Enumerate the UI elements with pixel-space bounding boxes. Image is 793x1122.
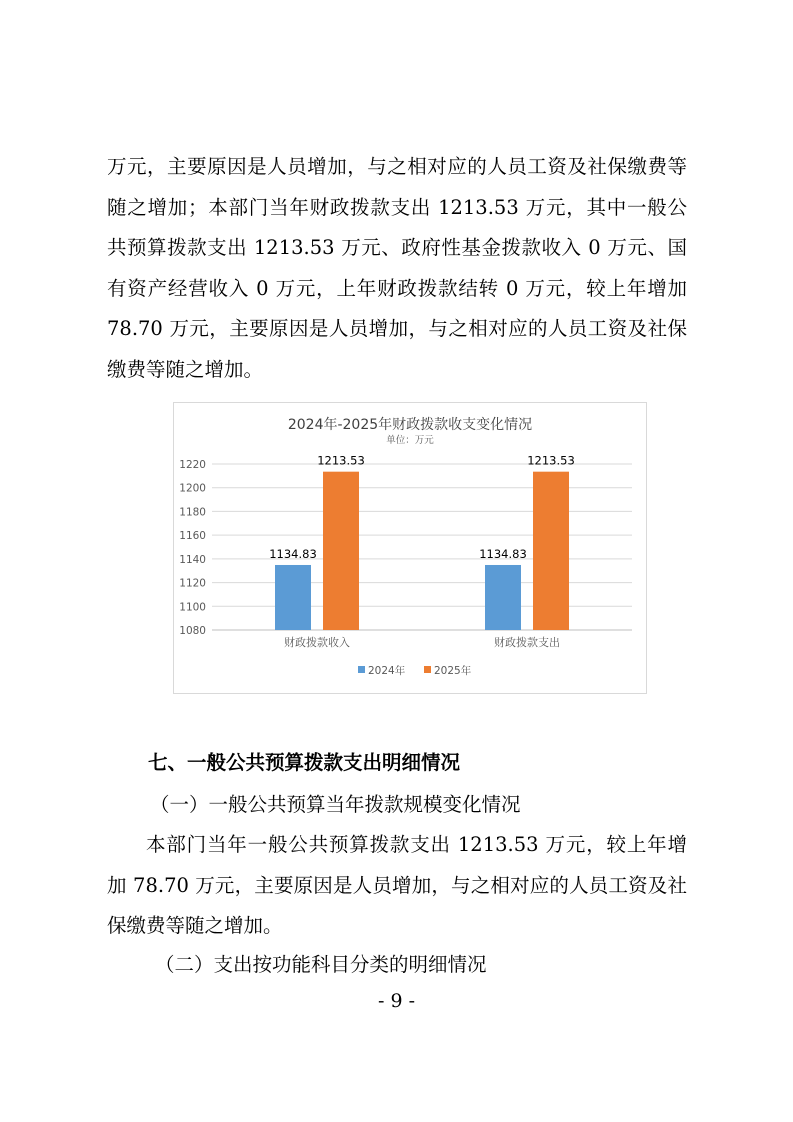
chart-y-axis — [179, 459, 206, 637]
chart-canvas — [174, 403, 646, 693]
legend-swatch — [358, 666, 365, 673]
bar — [275, 565, 311, 630]
page-number: - 9 - — [377, 990, 415, 1012]
legend-swatch — [424, 666, 431, 673]
bar — [533, 472, 569, 630]
y-tick-label: 1180 — [179, 506, 206, 519]
legend-label: 2025年 — [434, 665, 472, 677]
data-label: 1213.53 — [527, 453, 575, 468]
bar-chart — [173, 402, 647, 694]
body-paragraph-sub1: 本部门当年一般公共预算拨款支出 1213.53 万元，较上年增加 78.70 万元，主要原因是人员增加，与之相对应的人员工资及社保缴费等随之增加。 — [107, 833, 687, 937]
y-tick-label: 1140 — [179, 553, 206, 566]
subsection-heading-2: （二）支出按功能科目分类的明细情况 — [155, 953, 487, 976]
bar — [323, 472, 359, 630]
data-label: 1134.83 — [479, 546, 527, 561]
chart-x-axis — [284, 635, 560, 649]
bar — [485, 565, 521, 630]
y-tick-label: 1100 — [179, 601, 206, 614]
body-paragraph-top: 万元，主要原因是人员增加，与之相对应的人员工资及社保缴费等随之增加；本部门当年财政拨款支出 1213.53 万元，其中一般公共预算拨款支出 1213.53 万元、政府性基金拨款收入 0 万元、国有资产经营收入 0 万元，上年财政拨款结转 0 万元，较上年增加 78.70 万元，主要原因是人员增加，与之相对应的人员工资及社保缴费等随之增加。 — [107, 155, 687, 381]
chart-subtitle: 单位：万元 — [386, 435, 434, 446]
data-label: 1213.53 — [317, 453, 365, 468]
chart-data-labels — [269, 454, 575, 561]
x-category-label: 财政拨款收入 — [284, 636, 350, 649]
data-label: 1134.83 — [269, 546, 317, 561]
section-heading: 七、一般公共预算拨款支出明细情况 — [148, 751, 461, 774]
legend-label: 2024年 — [368, 665, 406, 677]
subsection-heading-1: （一）一般公共预算当年拨款规模变化情况 — [150, 793, 521, 816]
y-tick-label: 1160 — [179, 530, 206, 543]
y-tick-label: 1120 — [179, 577, 206, 590]
y-tick-label: 1200 — [179, 482, 206, 495]
chart-legend — [358, 664, 472, 677]
y-tick-label: 1080 — [179, 625, 206, 637]
chart-title: 2024年-2025年财政拨款收支变化情况 — [287, 417, 533, 433]
x-category-label: 财政拨款支出 — [494, 636, 560, 649]
y-tick-label: 1220 — [179, 459, 206, 471]
